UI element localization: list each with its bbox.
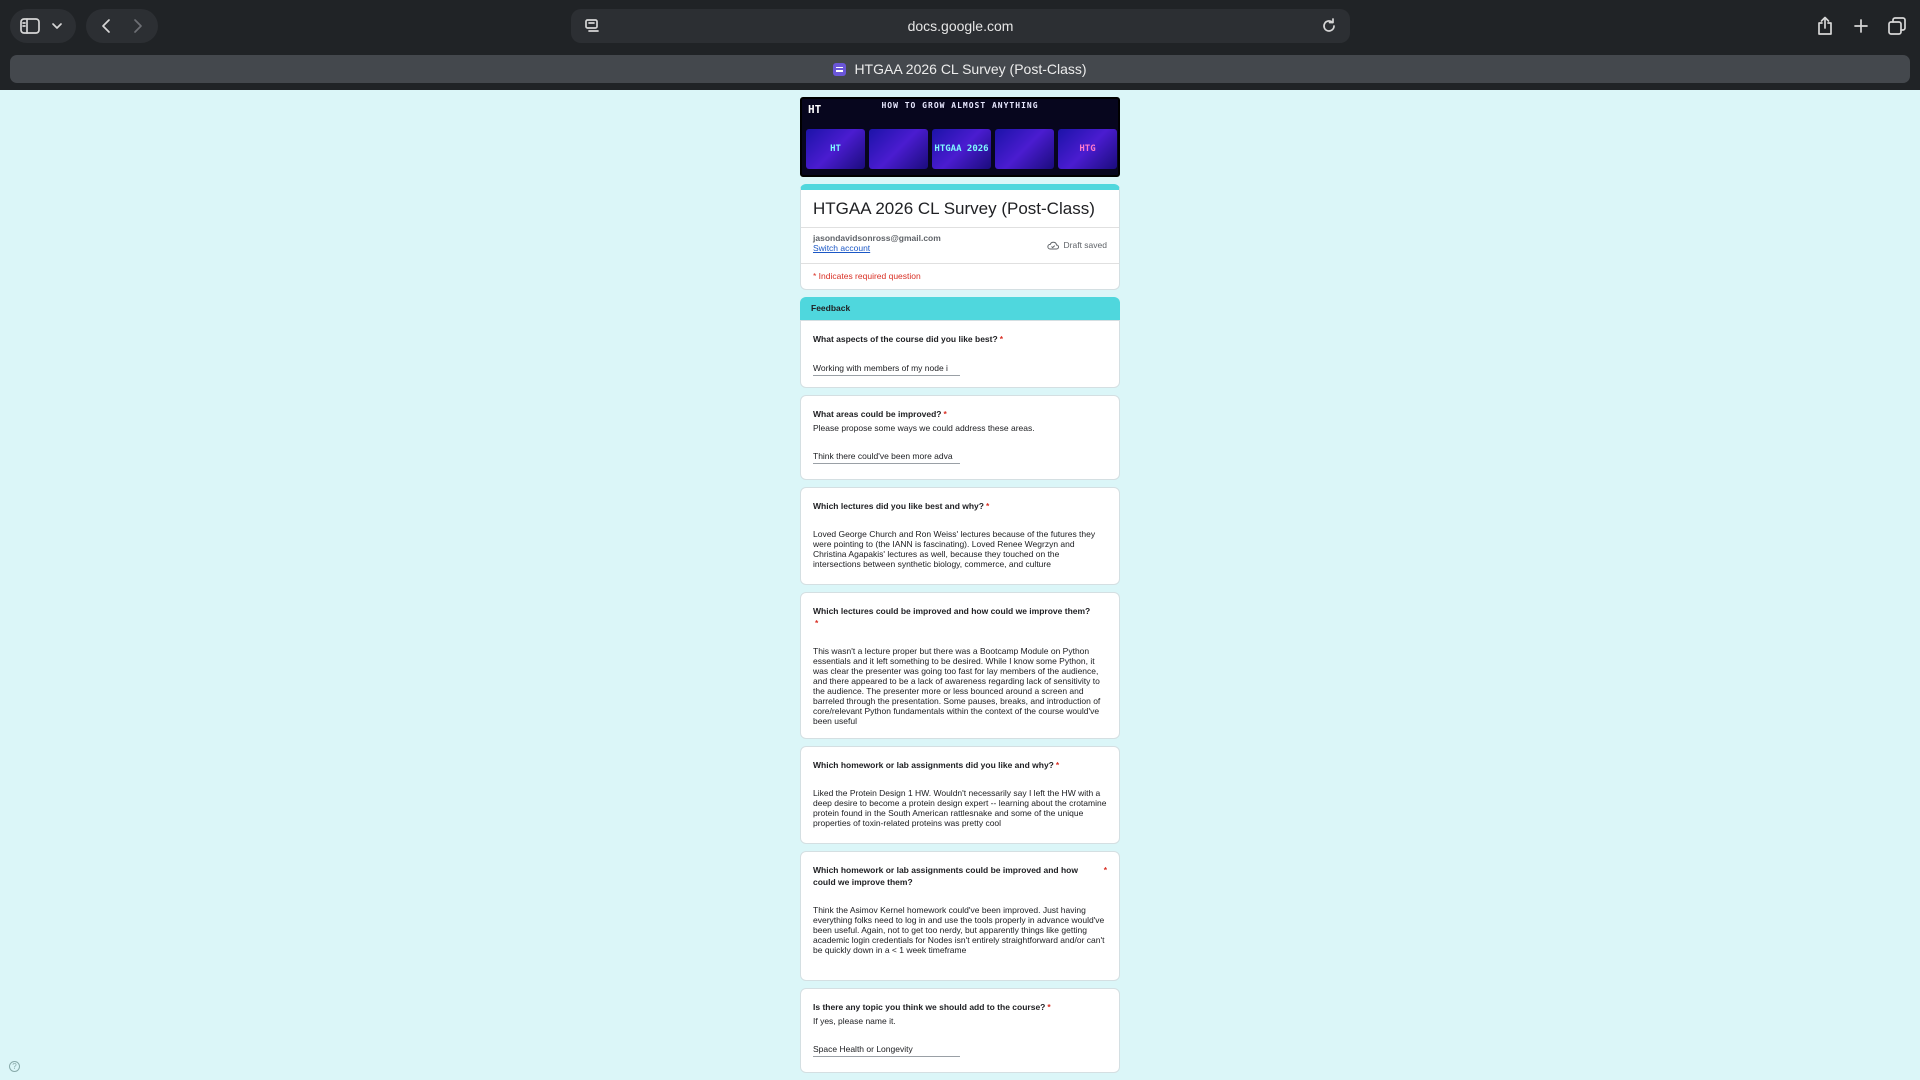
form-title-card <box>800 184 1120 290</box>
banner-heading: HOW TO GROW ALMOST ANYTHING <box>881 101 1039 110</box>
form-header-banner <box>800 97 1120 177</box>
required-note: * Indicates required question <box>801 263 1119 289</box>
answer-input[interactable]: Working with members of my node i <box>813 363 960 376</box>
tab-title: HTGAA 2026 CL Survey (Post-Class) <box>854 61 1087 77</box>
form-container <box>800 97 1120 1080</box>
question-label: Which homework or lab assignments did you like and why? * <box>813 760 1060 770</box>
question-label: Which homework or lab assignments could be improved and how could we improve them? * <box>813 865 1107 887</box>
question-card <box>800 487 1120 585</box>
answer-input[interactable]: Think there could've been more adva <box>813 451 960 464</box>
question-card <box>800 320 1120 388</box>
account-email: jasondavidsonross@gmail.com <box>813 233 941 243</box>
question-card <box>800 851 1120 981</box>
banner-tile <box>869 129 928 169</box>
draft-status <box>1047 240 1107 250</box>
question-label: Is there any topic you think we should add to the course? * <box>813 1002 1051 1012</box>
question-label: Which lectures could be improved and how could we improve them?* <box>813 606 1091 628</box>
reload-icon[interactable] <box>1316 13 1342 39</box>
answer-textarea[interactable]: This wasn't a lecture proper but there was a Bootcamp Module on Python essentials and it left something to be desired. While I know some Python, it was clear the presenter was going too fast for lay members of the audience, and there appeared to be a lack of awareness regarding lack of sensitivity to the audience. The presenter more or less bounced around a screen and barreled through the presentation. Some pauses, breaks, and introduction of core/relevant Python fundamentals within the context of the course would've been useful <box>813 646 1101 726</box>
browser-chrome <box>0 0 1920 90</box>
browser-toolbar <box>0 0 1920 52</box>
cloud-done-icon <box>1047 241 1059 250</box>
share-icon[interactable] <box>1812 13 1838 39</box>
tab-overview-icon[interactable] <box>1884 13 1910 39</box>
banner-logo: HT <box>808 103 822 116</box>
banner-tile: HTG <box>1058 129 1117 169</box>
account-row <box>801 227 1119 263</box>
sidebar-control-group <box>10 9 76 43</box>
forward-arrow-icon[interactable] <box>125 13 151 39</box>
banner-tile <box>995 129 1054 169</box>
sidebar-toggle-icon[interactable] <box>17 13 43 39</box>
question-label: Which lectures did you like best and why? * <box>813 501 990 511</box>
toolbar-right-group <box>1812 13 1910 39</box>
question-label: What aspects of the course did you like best? * <box>813 334 1003 344</box>
new-tab-plus-icon[interactable] <box>1848 13 1874 39</box>
question-card <box>800 592 1120 739</box>
section-header: Feedback <box>800 297 1120 320</box>
question-card <box>800 395 1120 480</box>
banner-tile: HTGAA 2026 <box>932 129 991 169</box>
address-bar[interactable] <box>571 9 1350 43</box>
form-title: HTGAA 2026 CL Survey (Post-Class) <box>813 199 1095 218</box>
draft-status-text: Draft saved <box>1063 240 1107 250</box>
question-label: What areas could be improved? * <box>813 409 947 419</box>
address-url[interactable]: docs.google.com <box>907 18 1014 34</box>
question-help-text: Please propose some ways we could address these areas. <box>813 423 1035 433</box>
navigation-group <box>86 9 158 43</box>
answer-textarea[interactable]: Think the Asimov Kernel homework could've been improved. Just having everything folks need to log in and use the tools properly in advance would've been useful. Again, not to get too nerdy, but apparently things like getting academic login credentials for Nodes isn't entirely straightforward and/or can't be quickly down in a < 1 week timeframe <box>813 905 1105 955</box>
question-card <box>800 988 1120 1073</box>
question-card <box>800 746 1120 844</box>
google-forms-favicon-icon <box>833 63 846 76</box>
help-icon[interactable]: ? <box>9 1061 20 1072</box>
answer-textarea[interactable]: Loved George Church and Ron Weiss' lectures because of the futures they were pointing to (the IANN is fascinating). Loved Renee Wegrzyn and Christina Agapakis' lectures as well, because they touched on the intersections between synthetic biology, commerce, and culture <box>813 529 1096 569</box>
banner-tile: HT <box>806 129 865 169</box>
banner-tiles <box>806 129 1117 169</box>
question-help-text: If yes, please name it. <box>813 1016 896 1026</box>
chevron-down-icon[interactable] <box>44 13 70 39</box>
browser-tab[interactable] <box>10 55 1910 83</box>
answer-input[interactable]: Space Health or Longevity <box>813 1044 960 1057</box>
switch-account-link[interactable]: Switch account <box>813 243 871 253</box>
answer-textarea[interactable]: Liked the Protein Design 1 HW. Wouldn't necessarily say I left the HW with a deep desire to become a protein design expert -- learning about the crotamine protein found in the South American rattlesnake and some of the unique properties of toxin-related proteins was pretty cool <box>813 788 1107 828</box>
back-arrow-icon[interactable] <box>93 13 119 39</box>
